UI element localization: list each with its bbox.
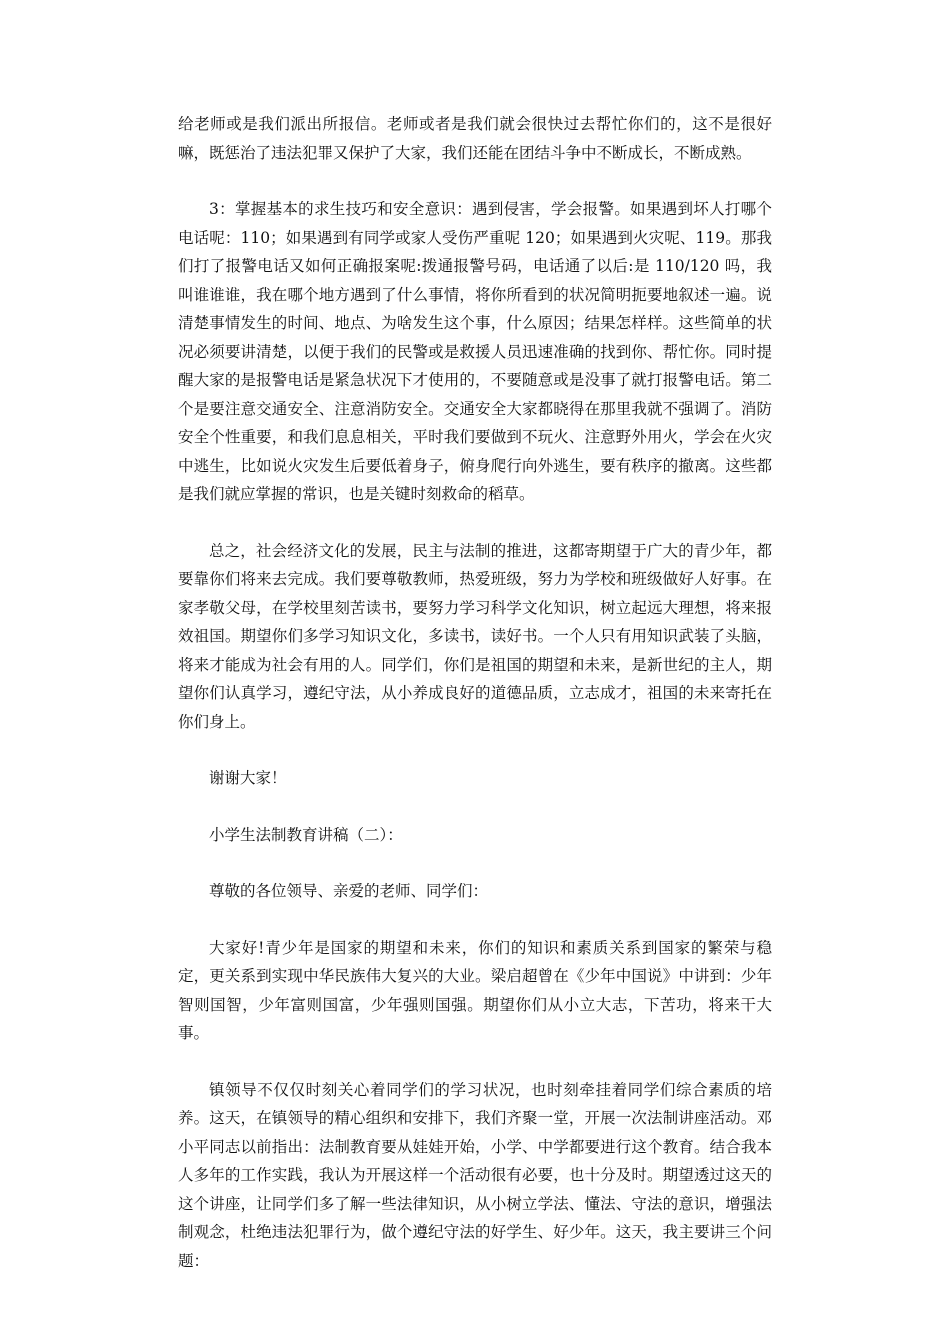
paragraph-conclusion: 总之，社会经济文化的发展，民主与法制的推进，这都寄期望于广大的青少年，都要靠你们将来去完成。我们要尊敬教师，热爱班级，努力为学校和班级做好人好事。在家孝敬父母，在学校里刻苦读书，要努力学习科学文化知识，树立起远大理想，将来报效祖国。期望你们多学习知识文化，多读书，读好书。一个人只有用知识武装了头脑，将来才能成为社会有用的人。同学们，你们是祖国的期望和未来，是新世纪的主人，期望你们认真学习，遵纪守法，从小养成良好的道德品质，立志成才，祖国的未来寄托在你们身上。 xyxy=(178,541,772,731)
paragraph-safety-skills: 3：掌握基本的求生技巧和安全意识：遇到侵害，学会报警。如果遇到坏人打哪个电话呢：110；如果遇到有同学或家人受伤严重呢 120；如果遇到火灾呢、119。那我们打了报警电话又如何正确报案呢:拨通报警号码，电话通了以后:是 110/120 吗，我叫谁谁谁，我在哪个地方遇到了什么事情，将你所看到的状况简明扼要地叙述一遍。说清楚事情发生的时间、地点、为啥发生这个事，什么原因；结果怎样样。这些简单的状况必须要讲清楚，以便于我们的民警或是救援人员迅速准确的找到你、帮忙你。同时提醒大家的是报警电话是紧急状况下才使用的，不要随意或是没事了就打报警电话。第二个是要注意交通安全、注意消防安全。交通安全大家都晓得在那里我就不强调了。消防安全个性重要，和我们息息相关，平时我们要做到不玩火、注意野外用火，学会在火灾中逃生，比如说火灾发生后要低着身子，俯身爬行向外逃生，要有秩序的撤离。这些都是我们就应掌握的常识，也是关键时刻救命的稻草。 xyxy=(178,200,772,503)
document-body xyxy=(178,110,772,1303)
section-heading: 小学生法制教育讲稿（二）： xyxy=(209,825,403,844)
salutation: 尊敬的各位领导、亲爱的老师、同学们： xyxy=(209,882,489,900)
paragraph-continuation: 给老师或是我们派出所报信。老师或者是我们就会很快过去帮忙你们的，这不是很好嘛，既惩治了违法犯罪又保护了大家，我们还能在团结斗争中不断成长，不断成熟。 xyxy=(178,115,772,162)
paragraph-introduction: 镇领导不仅仅时刻关心着同学们的学习状况，也时刻牵挂着同学们综合素质的培养。这天，在镇领导的精心组织和安排下，我们齐聚一堂，开展一次法制讲座活动。邓小平同志以前指出：法制教育要从娃娃开始，小学、中学都要进行这个教育。结合我本人多年的工作实践，我认为开展这样一个活动很有必要，也十分及时。期望透过这天的这个讲座，让同学们多了解一些法律知识，从小树立学法、懂法、守法的意识，增强法制观念，杜绝违法犯罪行为，做个遵纪守法的好学生、好少年。这天，我主要讲三个问题： xyxy=(178,1080,772,1270)
paragraph-greeting: 大家好!青少年是国家的期望和未来，你们的知识和素质关系到国家的繁荣与稳定，更关系到实现中华民族伟大复兴的大业。梁启超曾在《少年中国说》中讲到：少年智则国智，少年富则国富，少年强则国强。期望你们从小立大志，下苦功，将来干大事。 xyxy=(178,938,772,1042)
paragraph-thanks: 谢谢大家！ xyxy=(209,769,287,787)
